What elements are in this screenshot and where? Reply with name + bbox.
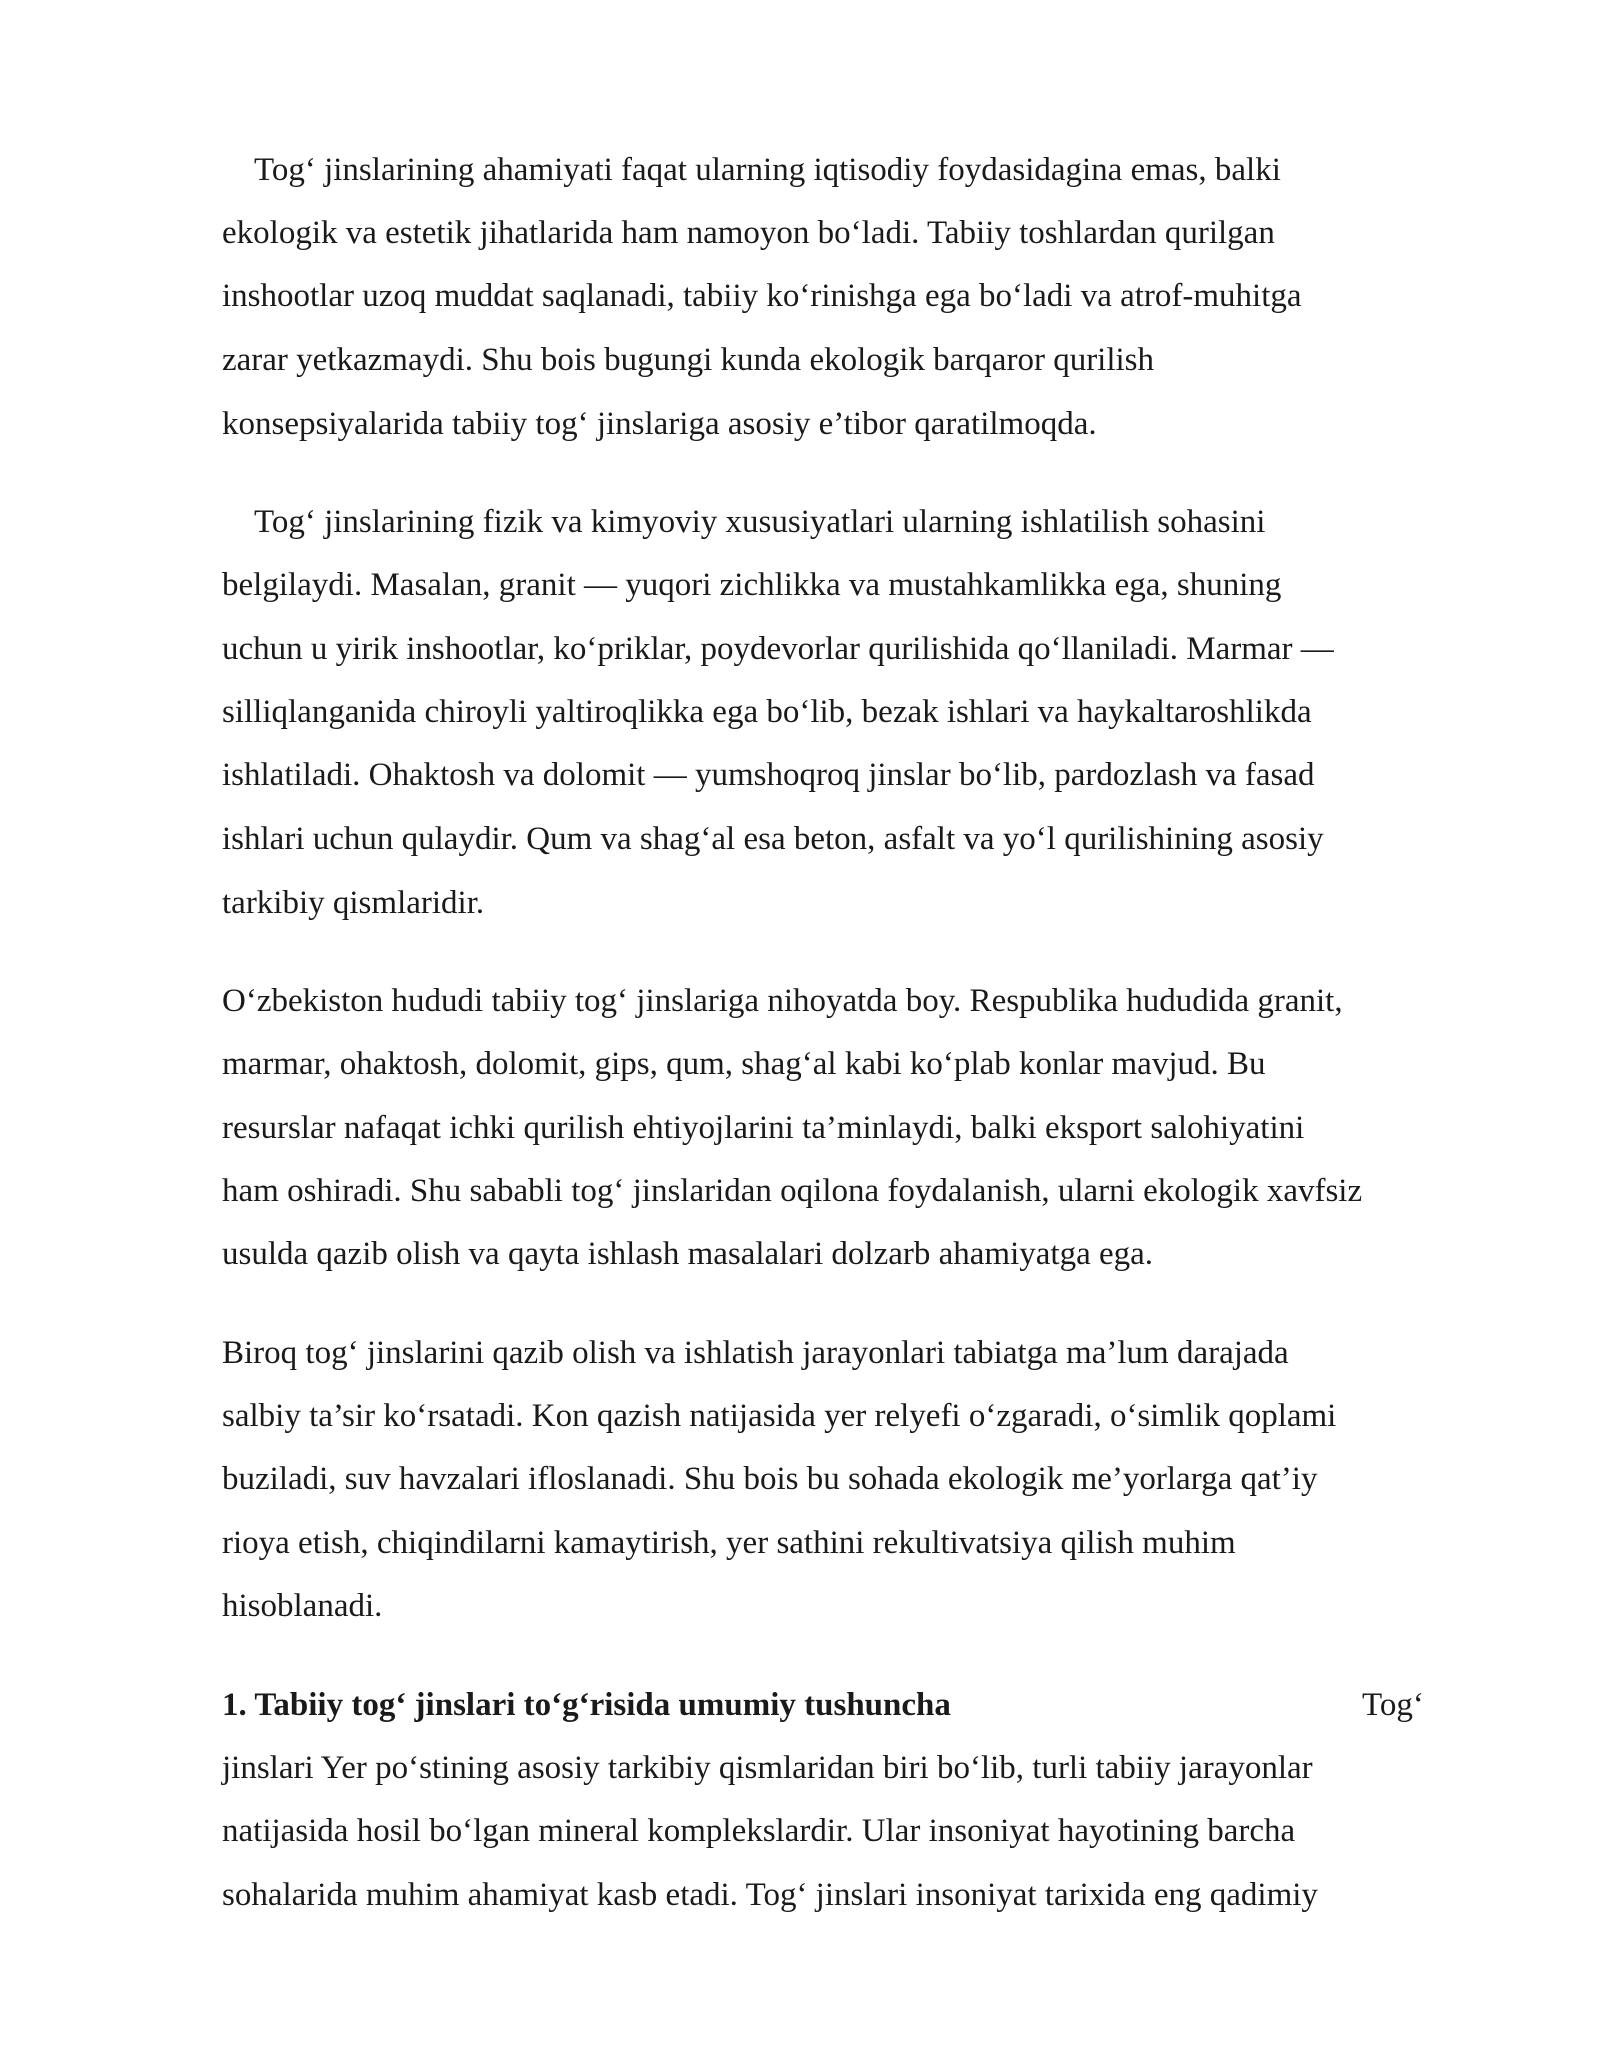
paragraph-1-line-2: ekologik va estetik jihatlarida ham namoyon bo‘ladi. Tabiiy toshlardan qurilgan xyxy=(222,215,1275,251)
paragraph-3-line-1: O‘zbekiston hududi tabiiy tog‘ jinslariga nihoyatda boy. Respublika hududida granit, xyxy=(222,983,1343,1019)
paragraph-4-line-2: salbiy ta’sir ko‘rsatadi. Kon qazish natijasida yer relyefi o‘zgaradi, o‘simlik qoplami xyxy=(222,1398,1337,1434)
paragraph-3-line-5: usulda qazib olish va qayta ishlash masalalari dolzarb ahamiyatga ega. xyxy=(222,1236,1154,1272)
paragraph-4-line-5: hisoblanadi. xyxy=(222,1588,383,1624)
paragraph-1-line-1: Tog‘ jinslarining ahamiyati faqat ularning iqtisodiy foydasidagina emas, balki xyxy=(254,152,1281,188)
paragraph-2-line-6: ishlari uchun qulaydir. Qum va shag‘al esa beton, asfalt va yo‘l qurilishining asosiy xyxy=(222,821,1324,857)
paragraph-2-line-4: silliqlanganida chiroyli yaltiroqlikka ega bo‘lib, bezak ishlari va haykaltaroshlikda xyxy=(222,694,1312,730)
paragraph-3-line-2: marmar, ohaktosh, dolomit, gips, qum, shag‘al kabi ko‘plab konlar mavjud. Bu xyxy=(222,1046,1266,1082)
section-line-1: jinslari Yer po‘stining asosiy tarkibiy qismlaridan biri bo‘lib, turli tabiiy jarayonlar xyxy=(222,1750,1313,1786)
section-first-word: Tog‘ xyxy=(1362,1687,1424,1723)
paragraph-4-line-1: Biroq tog‘ jinslarini qazib olish va ishlatish jarayonlari tabiatga ma’lum darajada xyxy=(222,1335,1289,1371)
paragraph-2-line-7: tarkibiy qismlaridir. xyxy=(222,885,485,921)
paragraph-1-line-3: inshootlar uzoq muddat saqlanadi, tabiiy ko‘rinishga ega bo‘ladi va atrof-muhitga xyxy=(222,278,1302,314)
paragraph-4-line-4: rioya etish, chiqindilarni kamaytirish, yer sathini rekultivatsiya qilish muhim xyxy=(222,1525,1236,1561)
paragraph-2-line-3: uchun u yirik inshootlar, ko‘priklar, poydevorlar qurilishida qo‘llaniladi. Marmar — xyxy=(222,631,1334,667)
paragraph-1-line-5: konsepsiyalarida tabiiy tog‘ jinslariga asosiy e’tibor qaratilmoqda. xyxy=(222,406,1097,442)
paragraph-1-line-4: zarar yetkazmaydi. Shu bois bugungi kunda ekologik barqaror qurilish xyxy=(222,342,1155,378)
paragraph-2-line-1: Tog‘ jinslarining fizik va kimyoviy xususiyatlari ularning ishlatilish sohasini xyxy=(254,504,1266,540)
section-line-2: natijasida hosil bo‘lgan mineral komplekslardir. Ular insoniyat hayotining barcha xyxy=(222,1813,1296,1849)
section-heading: 1. Tabiiy tog‘ jinslari to‘g‘risida umumiy tushuncha xyxy=(222,1687,951,1723)
paragraph-3-line-3: resurslar nafaqat ichki qurilish ehtiyojlarini ta’minlaydi, balki eksport salohiyatini xyxy=(222,1110,1305,1146)
paragraph-2-line-2: belgilaydi. Masalan, granit — yuqori zichlikka va mustahkamlikka ega, shuning xyxy=(222,567,1282,603)
paragraph-2-line-5: ishlatiladi. Ohaktosh va dolomit — yumshoqroq jinslar bo‘lib, pardozlash va fasad xyxy=(222,757,1315,793)
section-line-3: sohalarida muhim ahamiyat kasb etadi. Tog‘ jinslari insoniyat tarixida eng qadimiy xyxy=(222,1877,1318,1913)
paragraph-3-line-4: ham oshiradi. Shu sababli tog‘ jinslaridan oqilona foydalanish, ularni ekologik xavfsiz xyxy=(222,1173,1363,1209)
paragraph-4-line-3: buziladi, suv havzalari ifloslanadi. Shu bois bu sohada ekologik me’yorlarga qat’iy xyxy=(222,1461,1318,1497)
